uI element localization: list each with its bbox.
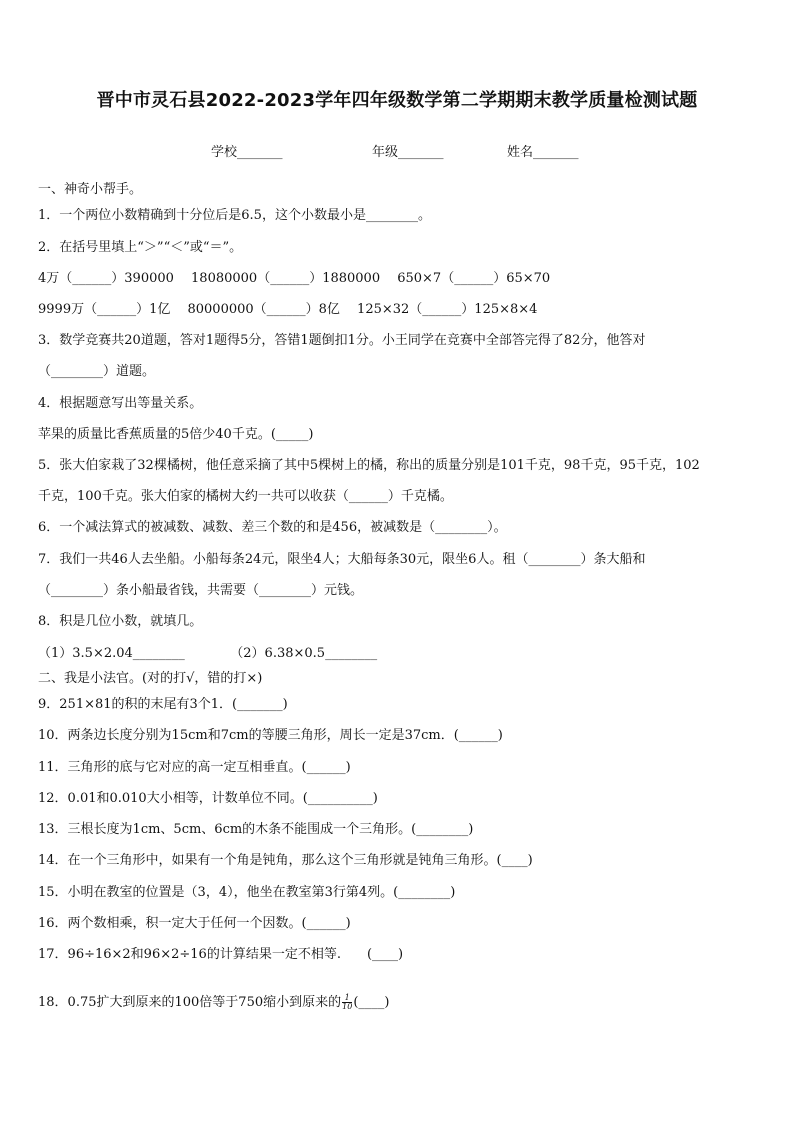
question-7: 7．我们一共46人去坐船。小船每条24元，限坐4人；大船每条30元，限坐6人。租（________）条大船和 [38, 552, 646, 567]
question-13: 13．三根长度为1cm、5cm、6cm的木条不能围成一个三角形。(________) [38, 822, 474, 837]
question-15: 15．小明在教室的位置是（3，4），他坐在教室第3行第4列。(________) [38, 885, 456, 900]
fraction-denominator: 10 [342, 1002, 353, 1011]
question-5: 5．张大伯家栽了32棵橘树，他任意采摘了其中5棵树上的橘，称出的质量分别是101千克，98千克，95千克，102 [38, 458, 700, 473]
question-6: 6．一个减法算式的被减数、减数、差三个数的和是456，被减数是（________）。 [38, 520, 507, 535]
school-field: 学校_______ [211, 145, 283, 160]
question-3: 3．数学竞赛共20道题，答对1题得5分，答错1题倒扣1分。小王同学在竞赛中全部答完得了82分，他答对 [38, 333, 646, 348]
page-title: 晋中市灵石县2022-2023学年四年级数学第二学期期末教学质量检测试题 [96, 90, 698, 111]
question-8: 8．积是几位小数，就填几。 [38, 614, 203, 629]
question-16: 16．两个数相乘，积一定大于任何一个因数。(______) [38, 916, 351, 931]
question-7-continued: （________）条小船最省钱，共需要（________）元钱。 [38, 583, 364, 598]
question-12: 12．0.01和0.010大小相等，计数单位不同。(__________) [38, 791, 378, 806]
grade-field: 年级_______ [372, 145, 444, 160]
question-5-continued: 千克，100千克。张大伯家的橘树大约一共可以收获（______）千克橘。 [38, 489, 453, 504]
question-1: 1．一个两位小数精确到十分位后是6.5，这个小数最小是________。 [38, 208, 431, 223]
question-17: 17．96÷16×2和96×2÷16的计算结果一定不相等. (____) [38, 947, 404, 962]
question-2-row-2: 9999万（______）1亿 80000000（______）8亿 125×32（______）125×8×4 [38, 302, 538, 317]
question-14: 14．在一个三角形中，如果有一个角是钝角，那么这个三角形就是钝角三角形。(____) [38, 853, 533, 868]
question-18 [38, 994, 389, 1011]
name-field: 姓名_______ [507, 145, 579, 160]
question-4: 4．根据题意写出等量关系。 [38, 396, 203, 411]
question-18-text: 18．0.75扩大到原来的100倍等于750缩小到原来的 [38, 995, 342, 1010]
section-two-heading: 二、我是小法官。(对的打√，错的打×) [38, 671, 263, 686]
question-18-answer-blank: (____) [353, 995, 390, 1010]
question-9: 9．251×81的积的末尾有3个1．(_______) [38, 697, 288, 712]
question-8-items: （1）3.5×2.04________ （2）6.38×0.5________ [38, 646, 378, 661]
section-one-heading: 一、神奇小帮手。 [38, 182, 143, 197]
question-2: 2．在括号里填上“＞”“＜”或“＝”。 [38, 240, 243, 255]
question-10: 10．两条边长度分别为15cm和7cm的等腰三角形，周长一定是37cm．(______) [38, 728, 503, 743]
question-11: 11．三角形的底与它对应的高一定互相垂直。(______) [38, 760, 351, 775]
question-4-statement: 苹果的质量比香蕉质量的5倍少40千克。(_____) [38, 427, 314, 442]
fraction-one-tenth [342, 994, 352, 1011]
question-3-continued: （________）道题。 [38, 364, 156, 379]
question-2-row-1: 4万（______）390000 18080000（______）1880000 650×7（______）65×70 [38, 271, 551, 286]
fraction-numerator: 1 [342, 994, 352, 1003]
